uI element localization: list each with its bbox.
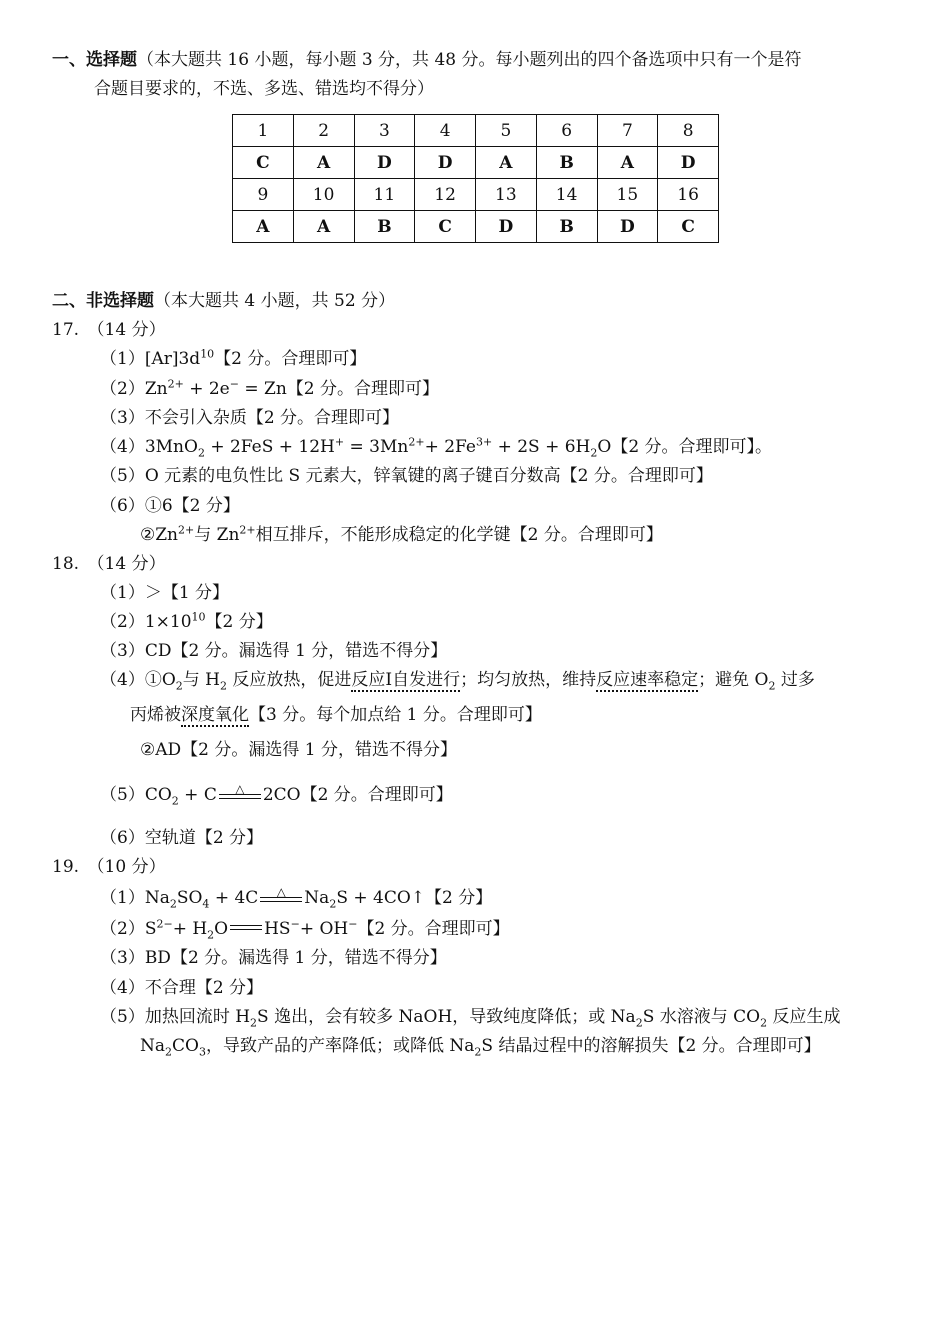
- q17-s2: $(2)Zn^{2+} + 2e^- = Zn$【2 分。合理即可】: [100, 377, 439, 399]
- question-number: 15: [597, 179, 658, 211]
- question-number: 13: [476, 179, 537, 211]
- question-number: 9: [233, 179, 294, 211]
- table-row: [233, 147, 719, 179]
- q18-s2: $(2)1\times 10^{10}$【2 分】: [100, 610, 273, 632]
- q19-s5-line2: $Na_2CO_3$，导致产品的产率降低；或降低 $Na_2S$ 结晶过程中的溶解损失【2 分。合理即可】: [140, 1036, 821, 1059]
- q18-s4-line1: $(4)①O_2$与 $H_2$ 反应放热，促进反应Ⅰ自发进行；均匀放热，维持反应速率稳定；避免 $O_2$ 过多: [100, 670, 815, 693]
- q18-title: 18. （14 分）: [52, 554, 166, 574]
- q17-s6-1: （6）①6【2 分】: [100, 496, 240, 516]
- answer-cell: A: [476, 147, 537, 179]
- emphasis-dotted: 反应Ⅰ自发进行: [351, 670, 461, 690]
- emphasis-dotted: 深度氧化: [181, 705, 249, 725]
- question-number: 6: [536, 115, 597, 147]
- q18-s3: （3）CD【2 分。漏选得 1 分，错选不得分】: [100, 641, 448, 661]
- part2-desc: （本大题共 4 小题，共 52 分）: [154, 291, 396, 311]
- part1-heading-line: [52, 48, 802, 72]
- question-number: 1: [233, 115, 294, 147]
- answer-cell: D: [415, 147, 476, 179]
- question-number: 8: [658, 115, 719, 147]
- question-number: 12: [415, 179, 476, 211]
- q17-s5: （5）O 元素的电负性比 S 元素大，锌氧键的离子键百分数高【2 分。合理即可】: [100, 466, 713, 486]
- part1-heading: 一、选择题: [52, 50, 137, 70]
- answer-cell: A: [293, 147, 354, 179]
- answer-table: [232, 114, 719, 243]
- q17-s1: $(1)[Ar]3d^{10}$【2 分。合理即可】: [100, 347, 367, 369]
- answer-cell: A: [597, 147, 658, 179]
- q17-s4: $(4)3MnO_2 + 2FeS + 12H^+ = 3Mn^{2+}+ 2Fe^{3+} + 2S + 6H_2O$【2 分。合理即可】。: [100, 435, 773, 460]
- q19-title: 19. （10 分）: [52, 857, 166, 877]
- q17-s6-2: $②Zn^{2+}$与 $Zn^{2+}$相互排斥，不能形成稳定的化学键【2 分。合理即可】: [140, 523, 663, 545]
- answer-cell: A: [233, 211, 294, 243]
- answer-cell: D: [476, 211, 537, 243]
- heat-equals-sign: △: [217, 786, 263, 804]
- part2-heading-line: [52, 289, 395, 313]
- emphasis-dotted: 反应速率稳定: [596, 670, 699, 690]
- q18-s5: $(5)CO_2 + C$ △ 2CO【2 分。合理即可】: [100, 782, 453, 808]
- answer-cell: D: [658, 147, 719, 179]
- reversible-arrow: [228, 921, 264, 935]
- q19-s5-line1: （5）加热回流时 $H_2S$ 逸出，会有较多 NaOH，导致纯度降低；或 $Na_2S$ 水溶液与 $CO_2$ 反应生成: [100, 1007, 841, 1030]
- question-number: 10: [293, 179, 354, 211]
- answer-cell: B: [354, 211, 415, 243]
- q19-s3: （3）BD【2 分。漏选得 1 分，错选不得分】: [100, 948, 447, 968]
- answer-cell: D: [597, 211, 658, 243]
- q17-title: 17. （14 分）: [52, 320, 166, 340]
- q19-s2: $(2)S^{2-}+ H_2O$ HS−+ OH−【2 分。合理即可】: [100, 917, 510, 942]
- question-number: 16: [658, 179, 719, 211]
- question-number: 5: [476, 115, 537, 147]
- answer-cell: D: [354, 147, 415, 179]
- question-number: 11: [354, 179, 415, 211]
- question-number: 7: [597, 115, 658, 147]
- question-number: 2: [293, 115, 354, 147]
- question-number: 3: [354, 115, 415, 147]
- answer-cell: C: [658, 211, 719, 243]
- part2-heading: 二、非选择题: [52, 291, 154, 311]
- heat-equals-sign: △: [258, 889, 304, 907]
- q18-s1: （1）＞【1 分】: [100, 583, 230, 603]
- q17-s3: （3）不会引入杂质【2 分。合理即可】: [100, 408, 400, 428]
- q19-s4: （4）不合理【2 分】: [100, 978, 264, 998]
- question-number: 14: [536, 179, 597, 211]
- table-row: [233, 115, 719, 147]
- answer-cell: C: [233, 147, 294, 179]
- q18-s6: （6）空轨道【2 分】: [100, 828, 264, 848]
- q18-s4-line2: 丙烯被深度氧化【3 分。每个加点给 1 分。合理即可】: [130, 705, 542, 725]
- answer-cell: B: [536, 147, 597, 179]
- answer-cell: B: [536, 211, 597, 243]
- part1-desc-line2: 合题目要求的，不选、多选、错选均不得分）: [94, 79, 434, 99]
- table-row: [233, 179, 719, 211]
- part1-desc: （本大题共 16 小题，每小题 3 分，共 48 分。每小题列出的四个备选项中只有一个是符: [137, 50, 802, 70]
- question-number: 4: [415, 115, 476, 147]
- q19-s1: $(1)Na_2SO_4 + 4C$ △ $Na_2S$ + 4CO↑【2 分】: [100, 885, 493, 911]
- answer-cell: A: [293, 211, 354, 243]
- q18-s4-2: ②AD【2 分。漏选得 1 分，错选不得分】: [140, 740, 457, 760]
- table-row: [233, 211, 719, 243]
- answer-cell: C: [415, 211, 476, 243]
